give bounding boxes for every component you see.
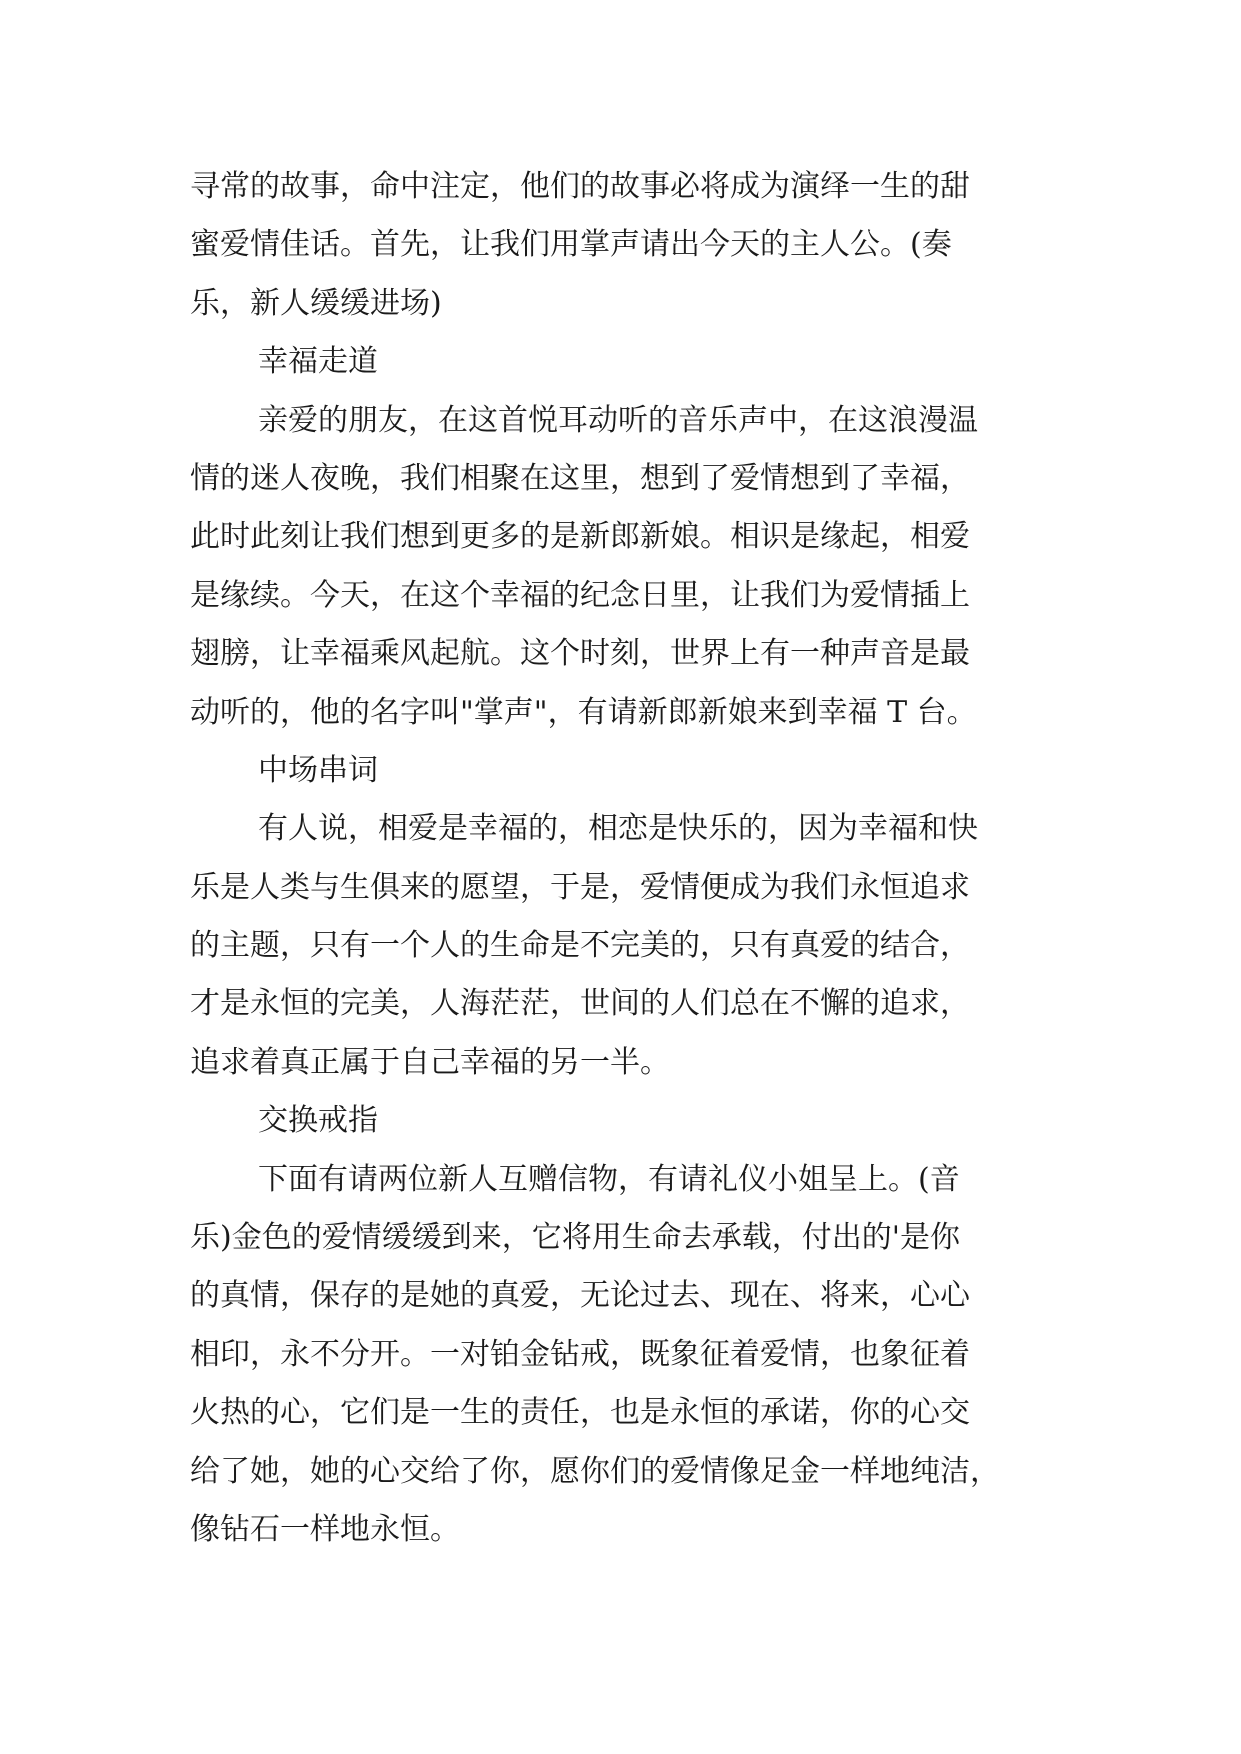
section-heading: 中场串词 (258, 752, 378, 788)
paragraph-line: 乐是人类与生俱来的愿望，于是，爱情便成为我们永恒追求 (190, 869, 970, 905)
paragraph-line: 火热的心，它们是一生的责任，也是永恒的承诺，你的心交 (190, 1395, 970, 1431)
document-body (190, 158, 1052, 1559)
paragraph-line: 是缘续。今天，在这个幸福的纪念日里，让我们为爱情插上 (190, 577, 970, 613)
paragraph-line: 亲爱的朋友，在这首悦耳动听的音乐声中，在这浪漫温 (258, 402, 978, 438)
paragraph-line: 翅膀，让幸福乘风起航。这个时刻，世界上有一种声音是最 (190, 636, 970, 672)
paragraph-line: 才是永恒的完美，人海茫茫，世间的人们总在不懈的追求， (190, 986, 970, 1022)
paragraph-line: 有人说，相爱是幸福的，相恋是快乐的，因为幸福和快 (258, 811, 978, 847)
section-heading: 幸福走道 (258, 344, 378, 380)
paragraph-line: 此时此刻让我们想到更多的是新郎新娘。相识是缘起，相爱 (190, 519, 970, 555)
paragraph-line: 寻常的故事，命中注定，他们的故事必将成为演绎一生的甜 (190, 169, 970, 204)
paragraph-line: 乐，新人缓缓进场) (190, 285, 442, 321)
paragraph-line: 相印，永不分开。一对铂金钻戒，既象征着爱情，也象征着 (190, 1336, 970, 1372)
paragraph-line: 的主题，只有一个人的生命是不完美的，只有真爱的结合， (190, 928, 970, 964)
section-heading: 交换戒指 (258, 1103, 378, 1139)
paragraph-line: 的真情，保存的是她的真爱，无论过去、现在、将来，心心 (190, 1278, 970, 1314)
paragraph-line: 动听的，他的名字叫"掌声"，有请新郎新娘来到幸福 T 台。 (190, 694, 977, 730)
paragraph-line: 下面有请两位新人互赠信物，有请礼仪小姐呈上。(音 (258, 1161, 960, 1197)
paragraph-line: 蜜爱情佳话。首先，让我们用掌声请出今天的主人公。(奏 (190, 227, 952, 263)
paragraph-line: 乐)金色的爱情缓缓到来，它将用生命去承载，付出的'是你 (190, 1220, 960, 1256)
paragraph-line: 情的迷人夜晚，我们相聚在这里，想到了爱情想到了幸福， (190, 460, 970, 496)
paragraph-line: 追求着真正属于自己幸福的另一半。 (190, 1044, 670, 1080)
paragraph-line: 给了她，她的心交给了你，愿你们的爱情像足金一样地纯洁， (190, 1453, 1000, 1489)
paragraph-line: 像钻石一样地永恒。 (190, 1511, 460, 1547)
